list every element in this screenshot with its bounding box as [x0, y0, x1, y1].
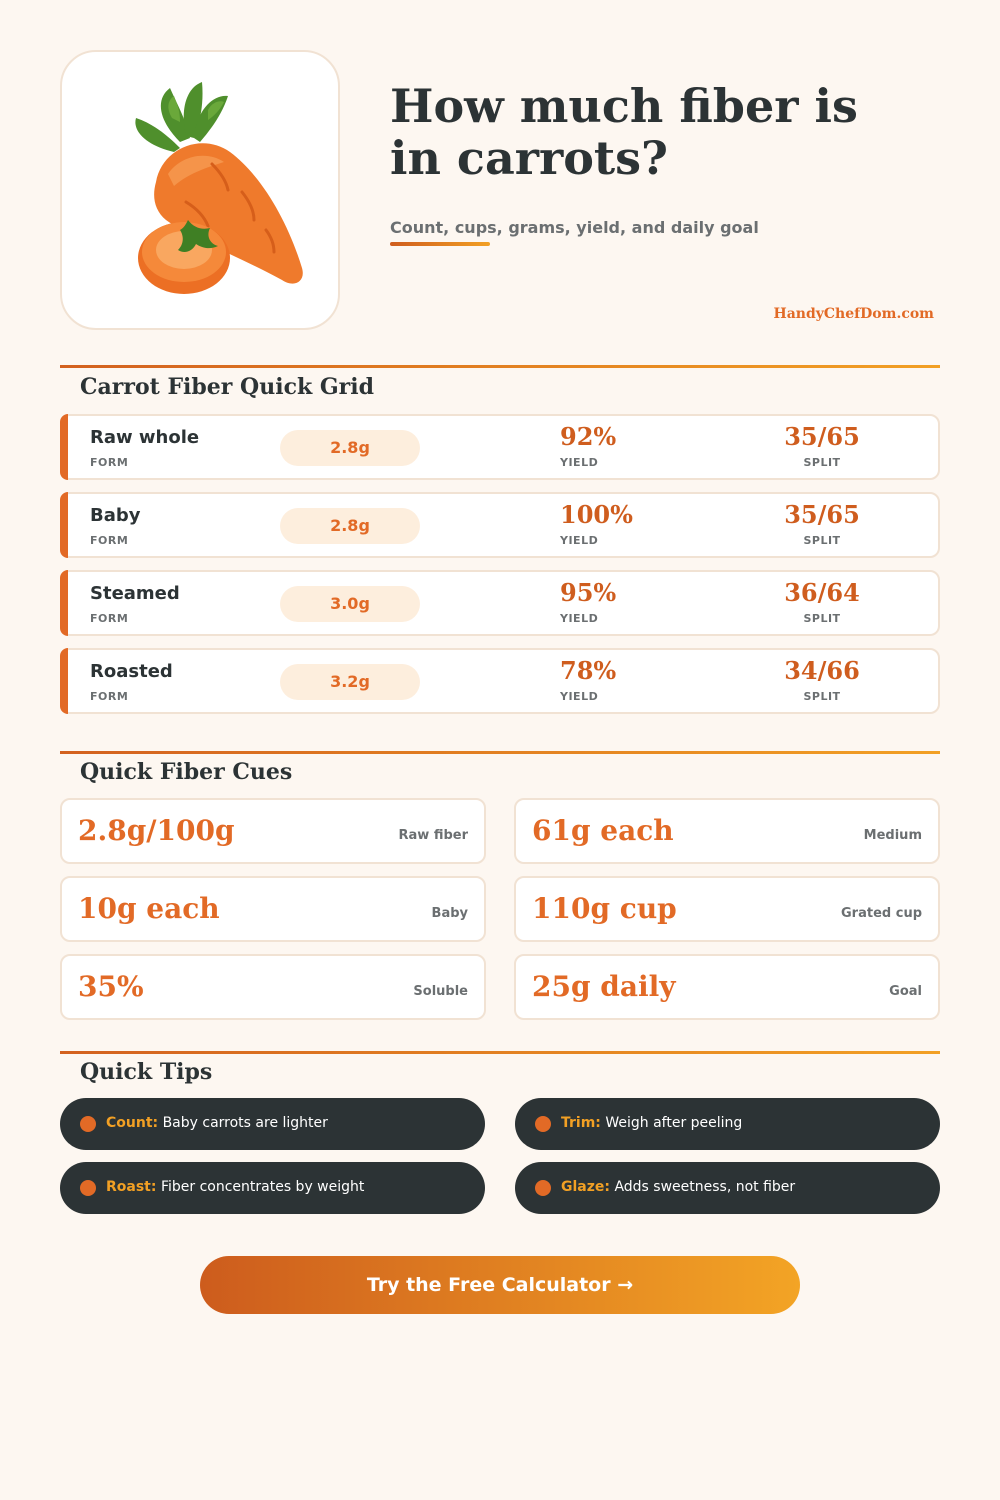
split-label: SPLIT [803, 612, 841, 625]
yield-label: YIELD [560, 456, 599, 469]
section-divider [60, 1051, 940, 1054]
tip-key: Glaze: [561, 1179, 610, 1195]
cue-card [60, 876, 486, 942]
section-divider [60, 751, 940, 754]
grid-row [60, 492, 940, 558]
grid-row [60, 414, 940, 480]
tip-text [561, 1179, 795, 1195]
tip-key: Trim: [561, 1115, 601, 1131]
dot-icon [80, 1116, 96, 1132]
split-value: 35/65 [784, 500, 860, 529]
tip-key: Count: [106, 1115, 159, 1131]
dot-icon [535, 1180, 551, 1196]
form-name: Baby [90, 505, 141, 526]
row-accent [60, 570, 68, 636]
grid-row [60, 570, 940, 636]
tip-body: Fiber concentrates by weight [160, 1179, 365, 1195]
tip-text [106, 1179, 364, 1195]
yield-value: 92% [560, 422, 617, 451]
form-name: Raw whole [90, 427, 200, 448]
tips-section-title: Quick Tips [80, 1059, 213, 1085]
split-label: SPLIT [803, 690, 841, 703]
dot-icon [80, 1180, 96, 1196]
form-label: FORM [90, 534, 129, 547]
yield-value: 95% [560, 578, 617, 607]
cue-value: 25g daily [532, 970, 676, 1003]
yield-value: 78% [560, 656, 617, 685]
cue-value: 61g each [532, 814, 674, 847]
cue-label: Baby [431, 906, 468, 921]
tip-body: Weigh after peeling [605, 1115, 743, 1131]
dot-icon [535, 1116, 551, 1132]
fiber-pill: 3.2g [280, 664, 420, 700]
free-calculator-button[interactable]: Try the Free Calculator → [200, 1256, 800, 1314]
page-subtitle: Count, cups, grams, yield, and daily goal [390, 218, 759, 237]
split-label: SPLIT [803, 534, 841, 547]
split-value: 36/64 [784, 578, 860, 607]
tip-text [561, 1115, 742, 1131]
form-name: Roasted [90, 661, 173, 682]
row-accent [60, 414, 68, 480]
carrot-icon [62, 52, 342, 332]
grid-row [60, 648, 940, 714]
tip-item [60, 1098, 485, 1150]
cue-value: 110g cup [532, 892, 677, 925]
split-value: 35/65 [784, 422, 860, 451]
fiber-pill: 3.0g [280, 586, 420, 622]
tip-text [106, 1115, 328, 1131]
cue-card [514, 876, 940, 942]
cue-value: 35% [78, 970, 144, 1003]
subtitle-underline [390, 242, 490, 246]
tip-item [60, 1162, 485, 1214]
cue-label: Goal [889, 984, 922, 999]
split-value: 34/66 [784, 656, 860, 685]
carrot-image [60, 50, 340, 330]
form-name: Steamed [90, 583, 180, 604]
tip-item [515, 1162, 940, 1214]
cue-card [60, 798, 486, 864]
yield-label: YIELD [560, 534, 599, 547]
yield-value: 100% [560, 500, 633, 529]
page-title: How much fiber is in carrots? [390, 79, 858, 185]
split-label: SPLIT [803, 456, 841, 469]
row-accent [60, 492, 68, 558]
section-divider [60, 365, 940, 368]
cue-card [60, 954, 486, 1020]
fiber-pill: 2.8g [280, 508, 420, 544]
yield-label: YIELD [560, 612, 599, 625]
cue-label: Grated cup [841, 906, 922, 921]
row-accent [60, 648, 68, 714]
cue-card [514, 954, 940, 1020]
cue-label: Medium [863, 828, 922, 843]
yield-label: YIELD [560, 690, 599, 703]
cue-card [514, 798, 940, 864]
tip-item [515, 1098, 940, 1150]
form-label: FORM [90, 456, 129, 469]
tip-key: Roast: [106, 1179, 157, 1195]
brand-link[interactable]: HandyChefDom.com [773, 306, 934, 322]
form-label: FORM [90, 690, 129, 703]
grid-section-title: Carrot Fiber Quick Grid [80, 374, 374, 400]
cue-value: 2.8g/100g [78, 814, 235, 847]
cue-label: Raw fiber [398, 828, 468, 843]
tip-body: Baby carrots are lighter [162, 1115, 328, 1131]
tip-body: Adds sweetness, not fiber [614, 1179, 796, 1195]
cue-label: Soluble [413, 984, 468, 999]
cues-section-title: Quick Fiber Cues [80, 759, 293, 785]
form-label: FORM [90, 612, 129, 625]
fiber-pill: 2.8g [280, 430, 420, 466]
cue-value: 10g each [78, 892, 220, 925]
